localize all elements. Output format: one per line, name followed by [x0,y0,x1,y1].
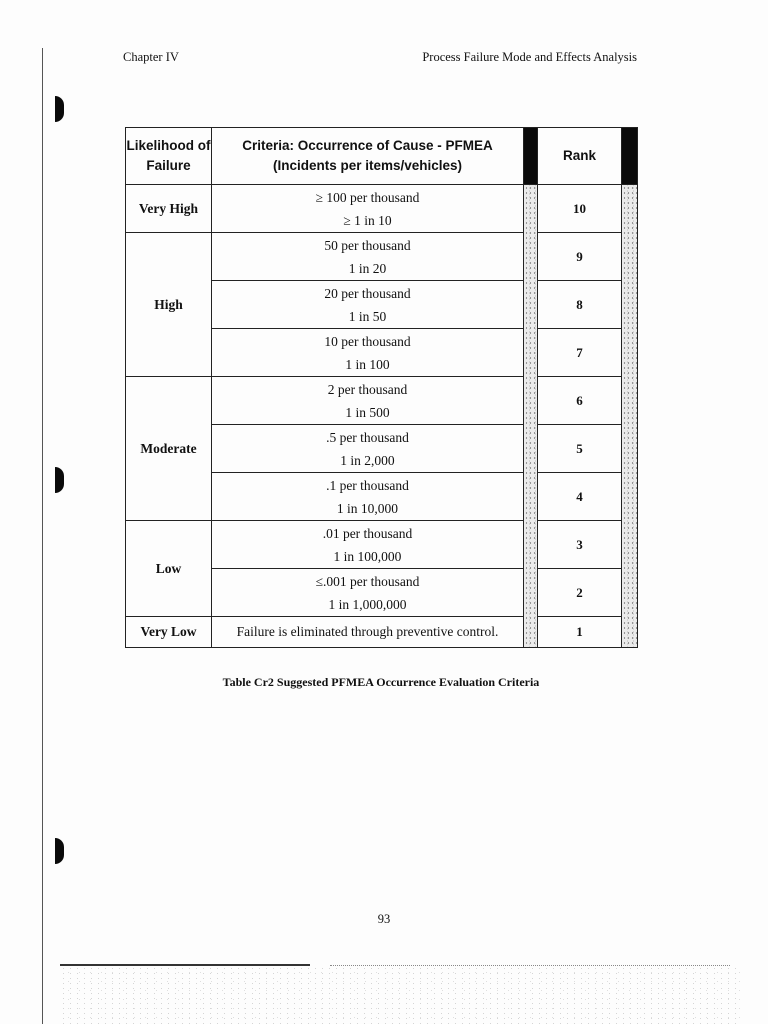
criteria-rate: ≤.001 per thousand [315,573,420,589]
speckled-column [622,185,638,648]
table-row [126,233,638,281]
criteria-cell [212,473,524,521]
punch-hole-mark [55,467,64,493]
criteria-ratio: 1 in 20 [348,260,387,276]
criteria-ratio: 1 in 100,000 [333,548,402,564]
criteria-cell [212,425,524,473]
criteria-cell [212,233,524,281]
table-row [126,521,638,569]
rank-cell: 10 [538,185,622,233]
criteria-cell [212,569,524,617]
chapter-label: Chapter IV [123,50,179,64]
table-caption: Table Cr2 Suggested PFMEA Occurrence Evaluation Criteria [222,675,540,689]
section-title: Process Failure Mode and Effects Analysis [422,50,637,64]
criteria-ratio: ≥ 1 in 10 [343,212,392,228]
criteria-rate: 20 per thousand [324,285,411,301]
criteria-rate: .1 per thousand [326,477,409,493]
punch-hole-mark [55,838,64,864]
criteria-rate: 2 per thousand [327,381,408,397]
occurrence-criteria-table [125,127,638,648]
table-row [126,377,638,425]
header-criteria-line1: Criteria: Occurrence of Cause - PFMEA [242,138,493,153]
header-criteria [212,128,524,185]
table-header-row [126,128,638,185]
header-criteria-line2: (Incidents per items/vehicles) [272,158,463,173]
criteria-rate: ≥ 100 per thousand [315,189,420,205]
criteria-ratio: 1 in 50 [348,308,387,324]
header-shaded-bar [622,128,638,185]
likelihood-high: High [126,233,212,377]
likelihood-moderate: Moderate [126,377,212,521]
table-row [126,185,638,233]
table-row [126,617,638,648]
criteria-ratio: 1 in 1,000,000 [328,596,407,612]
criteria-ratio: 1 in 10,000 [336,500,399,516]
criteria-rate: .5 per thousand [326,429,409,445]
rank-cell: 9 [538,233,622,281]
criteria-cell: Failure is eliminated through preventive control. [212,617,524,648]
criteria-cell [212,185,524,233]
likelihood-very-high: Very High [126,185,212,233]
rank-cell: 3 [538,521,622,569]
criteria-ratio: 1 in 500 [345,404,390,420]
speckled-column [524,185,538,648]
rank-cell: 7 [538,329,622,377]
criteria-rate: 10 per thousand [324,333,411,349]
criteria-cell [212,521,524,569]
criteria-cell [212,377,524,425]
criteria-ratio: 1 in 100 [345,356,390,372]
header-shaded-bar [524,128,538,185]
criteria-cell [212,281,524,329]
rank-cell: 2 [538,569,622,617]
likelihood-very-low: Very Low [126,617,212,648]
criteria-ratio: 1 in 2,000 [340,452,395,468]
page-number: 93 [377,912,391,926]
criteria-rate: .01 per thousand [322,525,413,541]
rank-cell: 8 [538,281,622,329]
scan-edge-line [42,48,43,1024]
header-likelihood: Likelihood of Failure [126,128,212,185]
criteria-cell [212,329,524,377]
header-rank: Rank [538,128,622,185]
rank-cell: 1 [538,617,622,648]
rank-cell: 4 [538,473,622,521]
criteria-rate: 50 per thousand [324,237,411,253]
punch-hole-mark [55,96,64,122]
rank-cell: 6 [538,377,622,425]
scan-noise [60,966,740,1024]
likelihood-low: Low [126,521,212,617]
rank-cell: 5 [538,425,622,473]
